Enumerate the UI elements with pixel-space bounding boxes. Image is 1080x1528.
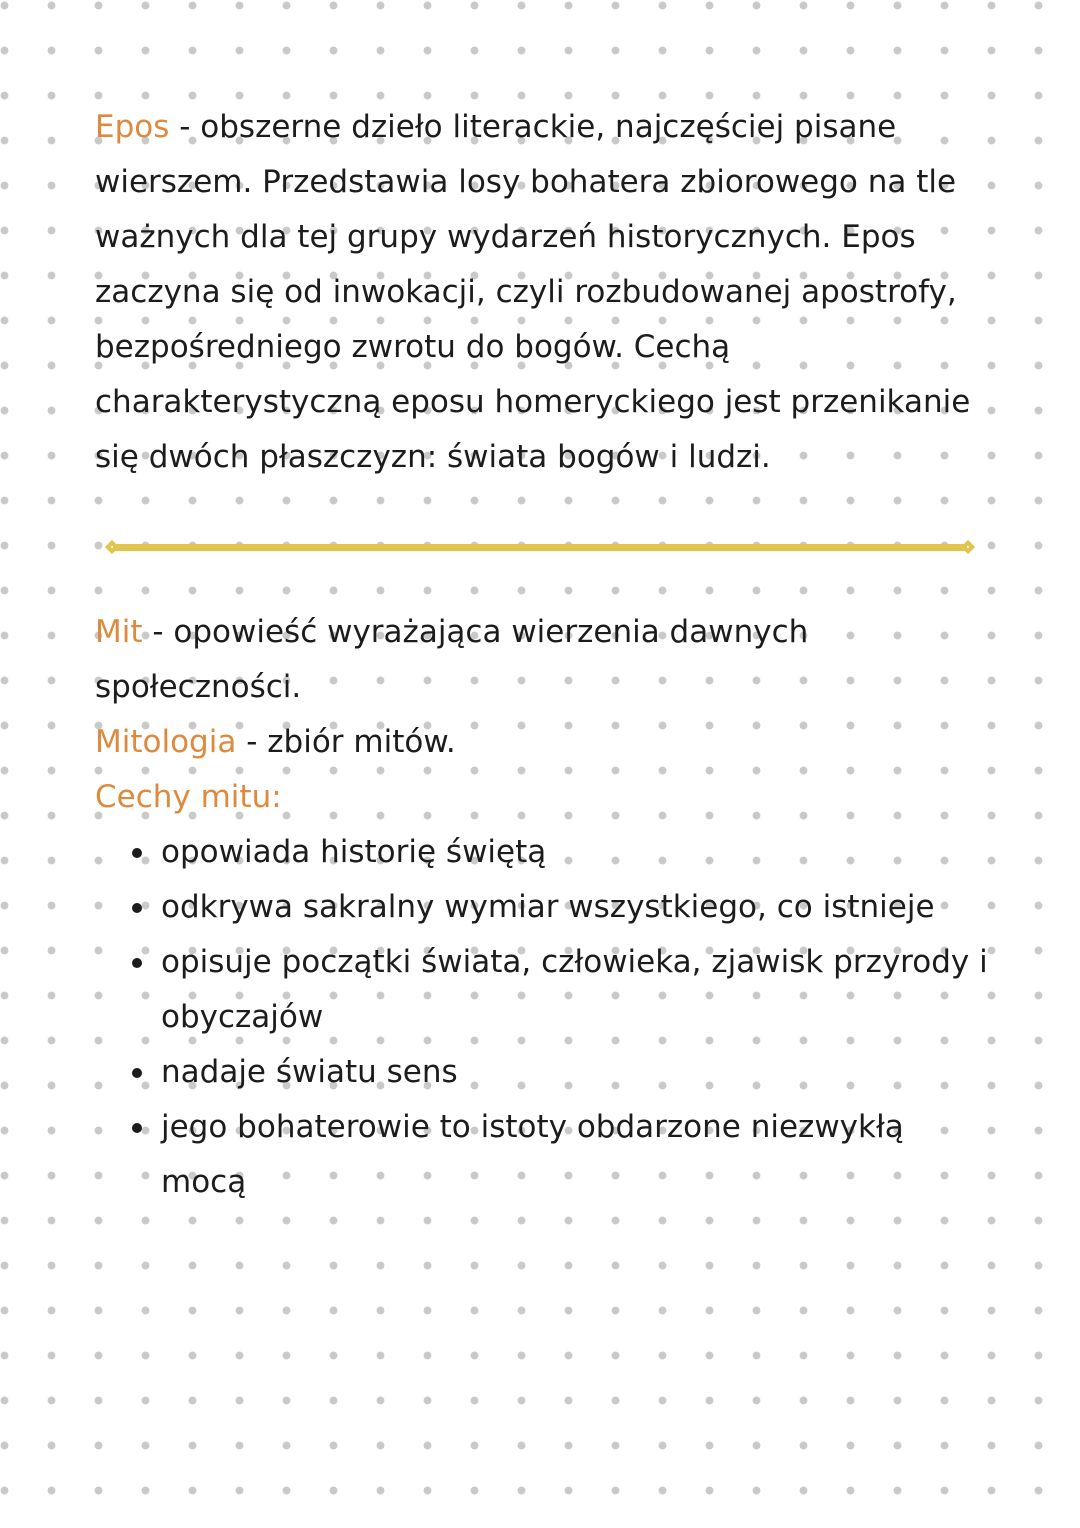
mit-definition-paragraph <box>95 605 995 715</box>
mitologia-definition-text: - zbiór mitów. <box>236 724 456 760</box>
term-mitologia: Mitologia <box>95 724 237 760</box>
list-item: opowiada historię świętą <box>95 825 995 880</box>
diamond-right-icon <box>961 540 975 554</box>
mit-features-list <box>95 825 995 1210</box>
epos-definition-paragraph <box>95 100 995 485</box>
divider-line <box>111 544 969 551</box>
list-item: odkrywa sakralny wymiar wszystkiego, co istnieje <box>95 880 995 935</box>
epos-definition-text: - obszerne dzieło literackie, najczęściej pisane wierszem. Przedstawia losy bohatera zbiorowego na tle ważnych dla tej grupy wydarzeń historycznych. Epos zaczyna się od inwokacji, czyli rozbudowanej apostrofy, bezpośredniego zwrotu do bogów. Cechą charakterystyczną eposu homeryckiego jest przenikanie się dwóch płaszczyzn: świata bogów i ludzi. <box>95 109 971 475</box>
list-item: nadaje światu sens <box>95 1045 995 1100</box>
list-item: opisuje początki świata, człowieka, zjawisk przyrody i obyczajów <box>95 935 995 1045</box>
diamond-left-icon <box>105 540 119 554</box>
notes-content <box>95 100 995 1210</box>
cechy-mitu-heading: Cechy mitu: <box>95 779 282 815</box>
mit-definition-text: - opowieść wyrażająca wierzenia dawnych społeczności. <box>95 614 809 705</box>
list-item: jego bohaterowie to istoty obdarzone niezwykłą mocą <box>95 1100 995 1210</box>
section-divider <box>107 534 973 560</box>
mitologia-definition-paragraph <box>95 715 995 770</box>
term-mit: Mit <box>95 614 143 650</box>
term-epos: Epos <box>95 109 170 145</box>
